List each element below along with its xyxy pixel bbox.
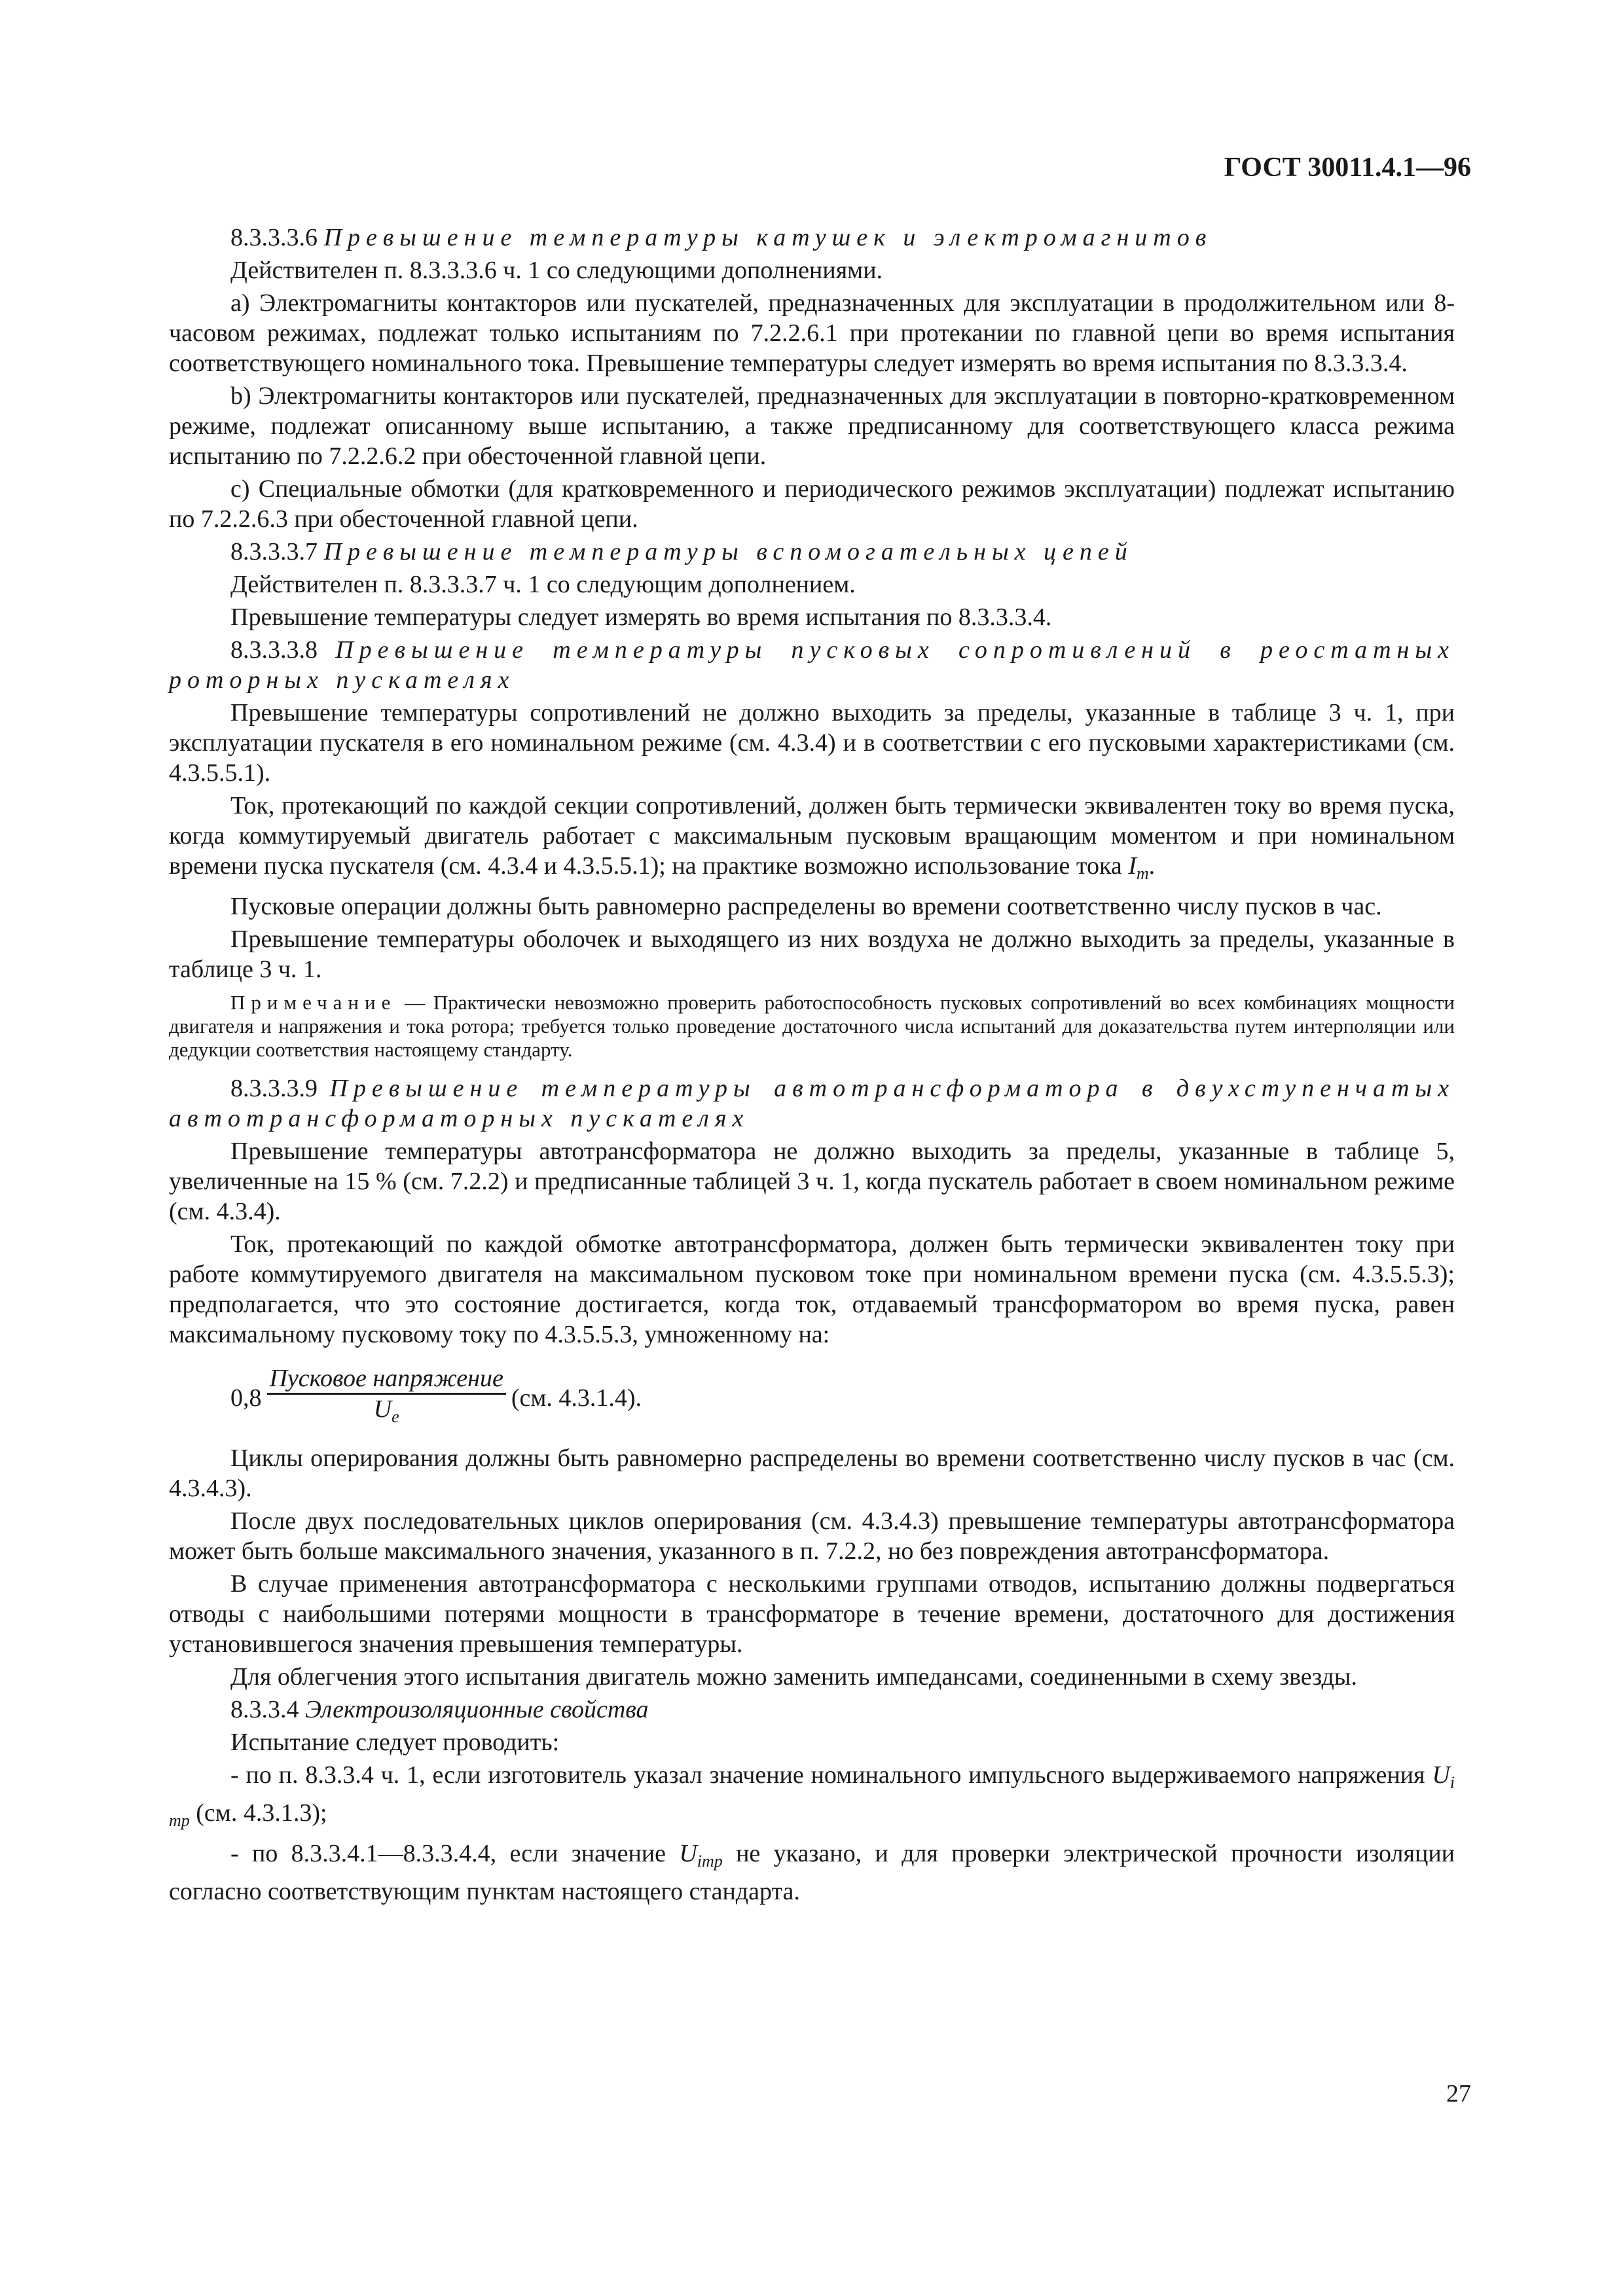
section-number: 8.3.3.4	[230, 1696, 299, 1723]
formula	[230, 1364, 1455, 1431]
section-title: Превышение температуры вспомогательных цепей	[323, 538, 1133, 565]
paragraph: Пусковые операции должны быть равномерно распределены во времени соответственно числу пусков в час.	[230, 893, 1382, 920]
list-item-text: (см. 4.3.1.3);	[196, 1799, 327, 1827]
paragraph: Превышение температуры сопротивлений не должно выходить за пределы, указанные в таблице 3 ч. 1, при эксплуатации пускателя в его номинальном режиме (см. 4.3.4) и в соответствии с его пусковыми характеристиками (см. 4.3.5.5.1).	[169, 699, 1455, 787]
current-symbol: I	[1128, 852, 1137, 880]
voltage-symbol: U	[1432, 1761, 1450, 1789]
paragraph: Для облегчения этого испытания двигатель можно заменить импедансами, соединенными в схему звезды.	[230, 1663, 1357, 1691]
list-item	[169, 1760, 1455, 1836]
paragraph: Действителен п. 8.3.3.3.7 ч. 1 со следующим дополнением.	[230, 571, 856, 598]
paragraph: a) Электромагниты контакторов или пускателей, предназначенных для эксплуатации в продолжительном или 8-часовом режимах, подлежат только испытаниям по 7.2.2.6.1 при протекании по главной цепи во время испытания соответствующего номинального тока. Превышение температуры следует измерять во время испытания по 8.3.3.3.4.	[169, 289, 1455, 377]
note	[169, 991, 1455, 1062]
document-body	[169, 223, 1455, 1909]
list-item-text: не указано, и для проверки электрической прочности изоляции согласно соответствующим пунктам настоящего стандарта.	[169, 1840, 1455, 1905]
formula-coefficient: 0,8	[230, 1384, 262, 1412]
denominator-subscript: e	[392, 1407, 399, 1426]
paragraph: Испытание следует проводить:	[230, 1729, 560, 1756]
section-title: Превышение температуры автотрансформатора в двухступенчатых автотрансформаторных пускателях	[169, 1075, 1455, 1132]
section-title: Превышение температуры катушек и электромагнитов	[323, 224, 1213, 251]
paragraph: b) Электромагниты контакторов или пускателей, предназначенных для эксплуатации в повторно-кратковременном режиме, подлежат описанному выше испытанию, а также предписанному для соответствующего класса режима испытанию по 7.2.2.6.2 при обесточенной главной цепи.	[169, 382, 1455, 470]
page-header: ГОСТ 30011.4.1—96	[1224, 152, 1471, 183]
section-number: 8.3.3.3.6	[230, 224, 318, 251]
paragraph-text: Ток, протекающий по каждой секции сопротивлений, должен быть термически эквивалентен току во время пуска, когда коммутируемый двигатель работает с максимальным пусковым вращающим моментом и при номинальном времени пуска пускателя (см. 4.3.4 и 4.3.5.5.1); на практике возможно использование тока	[169, 792, 1455, 880]
section-number: 8.3.3.3.9	[230, 1075, 318, 1102]
paragraph: Превышение температуры автотрансформатора не должно выходить за пределы, указанные в таблице 5, увеличенные на 15 % (см. 7.2.2) и предписанные таблицей 3 ч. 1, когда пускатель работает в своем номинальном режиме (см. 4.3.4).	[169, 1138, 1455, 1225]
section-number: 8.3.3.3.8	[230, 636, 318, 664]
formula-numerator: Пусковое напряжение	[267, 1364, 506, 1395]
paragraph: Превышение температуры следует измерять во время испытания по 8.3.3.3.4.	[230, 603, 1052, 631]
list-item	[169, 1839, 1455, 1907]
paragraph: Действителен п. 8.3.3.3.6 ч. 1 со следующими дополнениями.	[230, 257, 883, 284]
list-item-text: - по п. 8.3.3.4 ч. 1, если изготовитель указал значение номинального импульсного выдерживаемого напряжения	[230, 1761, 1425, 1789]
paragraph: Циклы оперирования должны быть равномерно распределены во времени соответственно числу пусков в час (см. 4.3.4.3).	[169, 1444, 1455, 1502]
current-subscript: m	[1136, 864, 1149, 883]
note-text: — Практически невозможно проверить работоспособность пусковых сопротивлений во всех комбинациях мощности двигателя и напряжения и тока ротора; требуется только проведение достаточного числа испытаний для доказательства путем интерполяции или дедукции соответствия настоящему стандарту.	[169, 991, 1455, 1061]
section-heading-8	[169, 635, 1455, 695]
note-label: Примечание	[230, 991, 397, 1014]
page-number: 27	[1446, 2080, 1471, 2108]
voltage-subscript: i mp	[169, 1773, 1455, 1830]
list-item-text: - по 8.3.3.4.1—8.3.3.4.4, если значение	[230, 1840, 666, 1867]
voltage-symbol: U	[679, 1840, 697, 1867]
denominator-symbol: U	[373, 1395, 392, 1423]
paragraph: Ток, протекающий по каждой обмотке автотрансформатора, должен быть термически эквивалентен току при работе коммутируемого двигателя на максимальном пусковом токе при номинальном времени пуска (см. 4.3.5.5.3); предполагается, что это состояние достигается, когда ток, отдаваемый трансформатором во время пуска, равен максимальному пусковому току по 4.3.5.5.3, умноженному на:	[169, 1230, 1455, 1348]
voltage-subscript: imp	[697, 1852, 723, 1871]
formula-denominator	[374, 1395, 399, 1431]
section-heading-7	[169, 537, 1455, 567]
paragraph: После двух последовательных циклов оперирования (см. 4.3.4.3) превышение температуры автотрансформатора может быть больше максимального значения, указанного в п. 7.2.2, но без повреждения автотрансформатора.	[169, 1507, 1455, 1565]
section-heading-9	[169, 1073, 1455, 1134]
section-heading-6	[169, 223, 1455, 253]
section-number: 8.3.3.3.7	[230, 538, 318, 565]
formula-reference: (см. 4.3.1.4).	[511, 1384, 642, 1412]
section-title: Превышение температуры пусковых сопротивлений в реостатных роторных пускателях	[169, 636, 1455, 694]
paragraph: c) Специальные обмотки (для кратковременного и периодического режимов эксплуатации) подлежат испытанию по 7.2.2.6.3 при обесточенной главной цепи.	[169, 475, 1455, 533]
paragraph: Ток, протекающий по каждой секции сопротивлений, должен быть термически эквивалентен току во время пуска, когда коммутируемый двигатель работает с максимальным пусковым вращающим моментом и при номинальном времени пуска пускателя (см. 4.3.4 и 4.3.5.5.1); на практике возможно использование тока $I_m$.	[169, 792, 1455, 883]
section-heading-3-4	[169, 1695, 1455, 1725]
paragraph: Превышение температуры оболочек и выходящего из них воздуха не должно выходить за пределы, указанные в таблице 3 ч. 1.	[169, 925, 1455, 983]
formula-fraction	[267, 1364, 506, 1431]
section-title: Электроизоляционные свойства	[305, 1696, 649, 1723]
paragraph: В случае применения автотрансформатора с несколькими группами отводов, испытанию должны подвергаться отводы с наибольшими потерями мощности в трансформаторе в течение времени, достаточного для достижения установившегося значения превышения температуры.	[169, 1570, 1455, 1658]
